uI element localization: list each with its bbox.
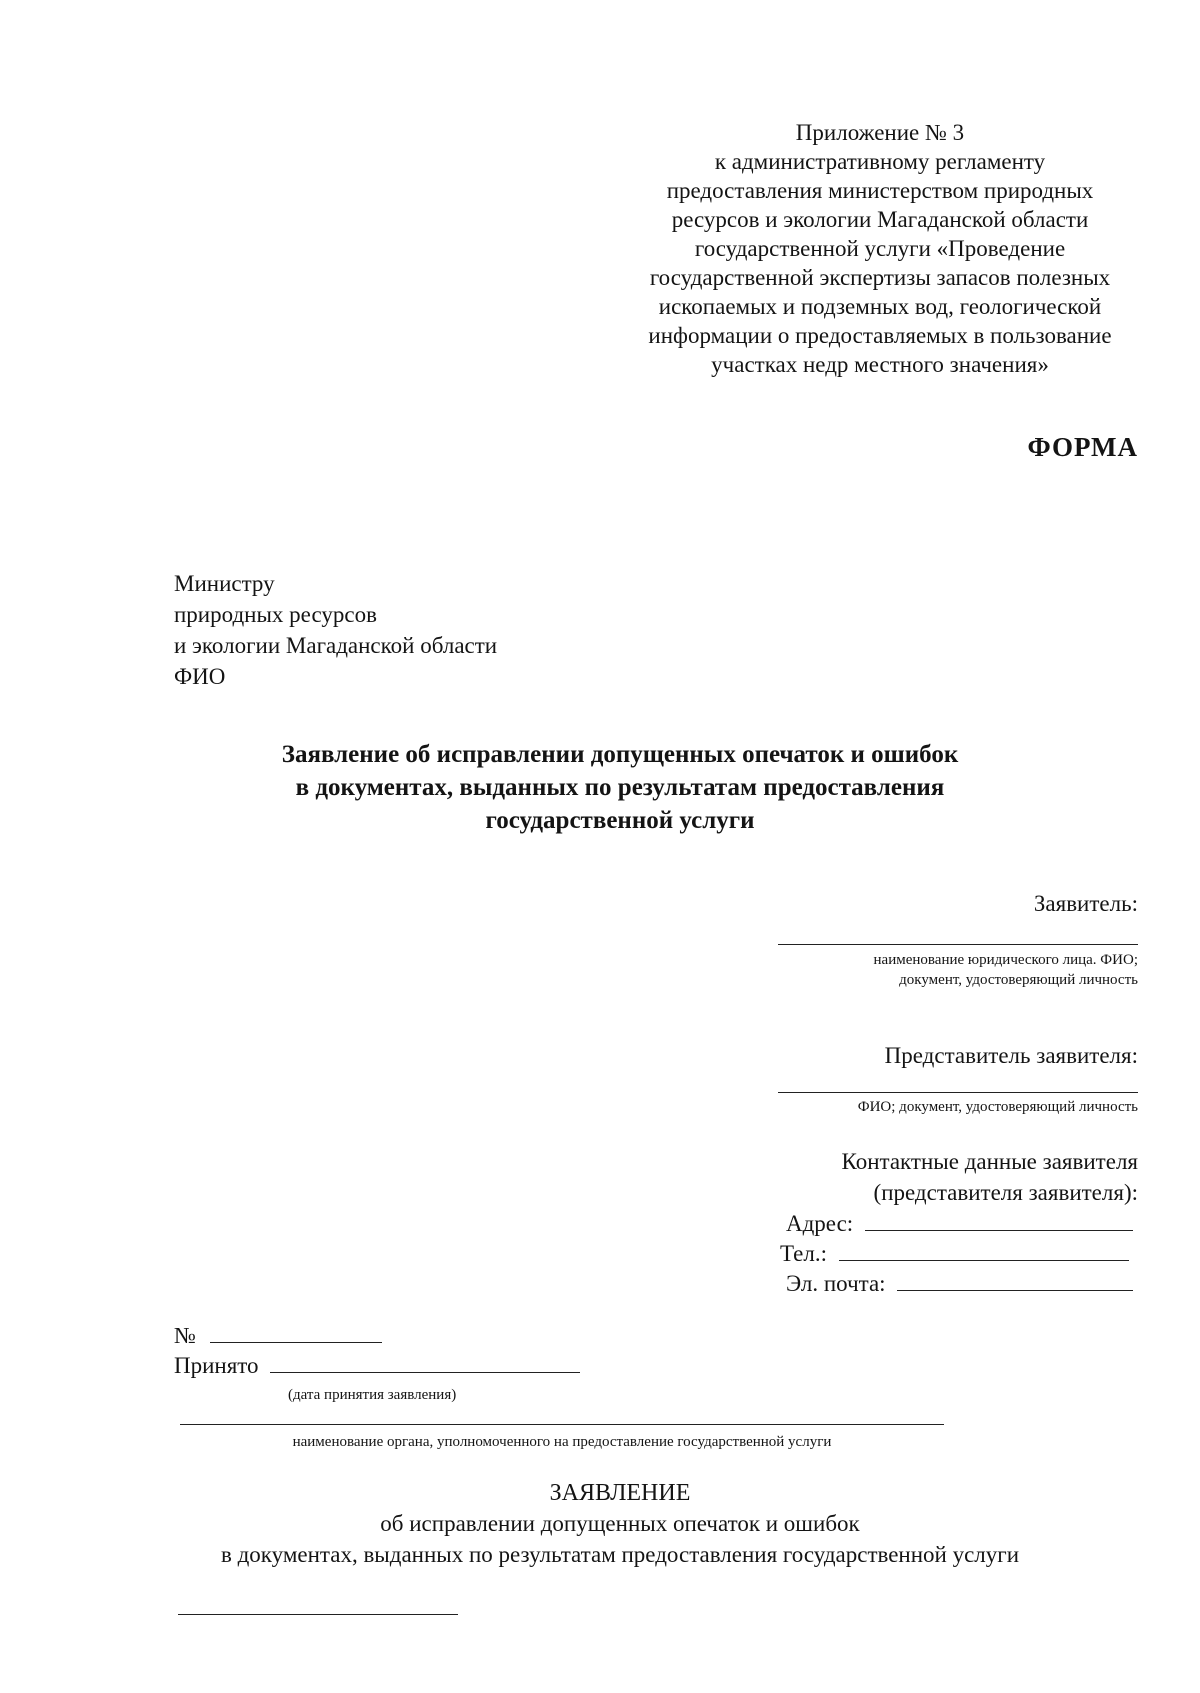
applicant-caption-line: документ, удостоверяющий личность — [899, 972, 1138, 988]
heading-line: Заявление об исправлении допущенных опечаток и ошибок — [281, 741, 959, 768]
phone-field-line[interactable] — [839, 1242, 1129, 1261]
phone-row — [780, 1238, 1129, 1269]
appendix-line: Приложение № 3 — [795, 120, 965, 145]
addressee-line: Министру — [174, 571, 275, 596]
appendix-header — [600, 118, 1160, 379]
accepted-label: Принято — [174, 1353, 259, 1378]
heading-line: в документах, выданных по результатам предоставления — [295, 774, 945, 801]
authority-caption: наименование органа, уполномоченного на предоставление государственной услуги — [292, 1434, 832, 1450]
representative-field-line[interactable] — [778, 1092, 1138, 1093]
applicant-label: Заявитель: — [1033, 891, 1138, 916]
form-label: ФОРМА — [1027, 432, 1138, 462]
authority-field-line[interactable] — [180, 1424, 944, 1425]
number-label: № — [174, 1323, 196, 1348]
appendix-line: предоставления министерством природных — [666, 178, 1094, 203]
applicant-caption — [874, 950, 1138, 990]
applicant-field-line[interactable] — [778, 944, 1138, 945]
contacts-title — [842, 1146, 1138, 1208]
number-row — [174, 1320, 382, 1351]
representative-caption: ФИО; документ, удостоверяющий личность — [857, 1099, 1138, 1115]
footnote-rule — [178, 1614, 458, 1615]
contacts-title-line: (представителя заявителя): — [873, 1180, 1138, 1205]
accepted-caption: (дата принятия заявления) — [288, 1387, 457, 1403]
addressee-line: и экологии Магаданской области — [174, 633, 498, 658]
appendix-line: ископаемых и подземных вод, геологической — [658, 294, 1102, 319]
accepted-row — [174, 1350, 580, 1381]
accepted-date-field-line[interactable] — [270, 1354, 580, 1373]
contacts-title-line: Контактные данные заявителя — [841, 1149, 1138, 1174]
email-label: Эл. почта: — [786, 1271, 886, 1296]
appendix-line: государственной услуги «Проведение — [694, 236, 1066, 261]
appendix-line: государственной экспертизы запасов полезных — [649, 265, 1111, 290]
addressee-line: ФИО — [174, 664, 226, 689]
appendix-line: информации о предоставляемых в пользование — [648, 323, 1112, 348]
address-label: Адрес: — [786, 1211, 854, 1236]
phone-label: Тел.: — [780, 1241, 827, 1266]
addressee-line: природных ресурсов — [174, 602, 377, 627]
heading-line: государственной услуги — [485, 807, 755, 834]
appendix-line: ресурсов и экологии Магаданской области — [671, 207, 1089, 232]
email-field-line[interactable] — [897, 1272, 1133, 1291]
appendix-line: участках недр местного значения» — [711, 352, 1049, 377]
appendix-line: к административному регламенту — [714, 149, 1046, 174]
email-row — [786, 1268, 1133, 1299]
representative-label: Представитель заявителя: — [884, 1043, 1138, 1068]
applicant-caption-line: наименование юридического лица. ФИО; — [873, 952, 1138, 968]
number-field-line[interactable] — [210, 1324, 382, 1343]
address-row — [786, 1208, 1133, 1239]
statement-line: в документах, выданных по результатам предоставления государственной услуги — [220, 1542, 1020, 1567]
addressee-block — [174, 568, 497, 692]
document-heading — [150, 738, 1090, 837]
statement-title: ЗАЯВЛЕНИЕ — [549, 1480, 691, 1506]
address-field-line[interactable] — [865, 1212, 1133, 1231]
statement-line: об исправлении допущенных опечаток и ошибок — [380, 1511, 860, 1536]
